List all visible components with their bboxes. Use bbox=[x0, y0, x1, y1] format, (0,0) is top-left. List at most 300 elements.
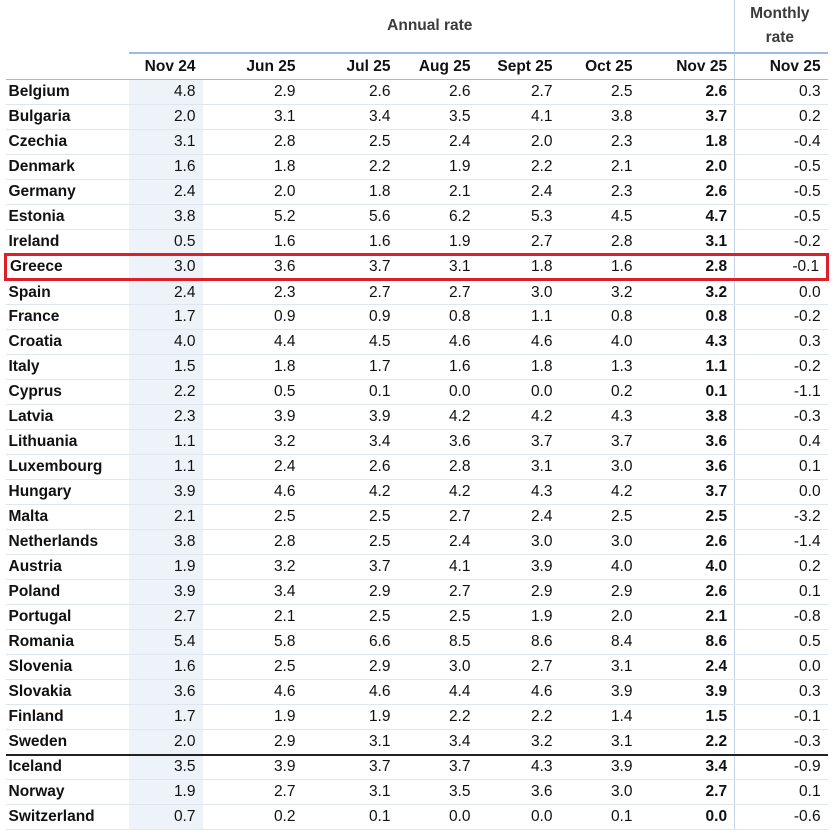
annual-rate-cell: 1.7 bbox=[303, 355, 398, 380]
country-name: Poland bbox=[6, 580, 129, 605]
annual-rate-cell: 3.0 bbox=[129, 255, 203, 280]
column-header-nov25-monthly: Nov 25 bbox=[735, 53, 828, 80]
annual-rate-cell: 1.1 bbox=[129, 455, 203, 480]
annual-rate-cell: 2.7 bbox=[478, 655, 560, 680]
annual-rate-cell: 4.2 bbox=[478, 405, 560, 430]
table-row bbox=[6, 455, 828, 480]
annual-rate-cell: 3.9 bbox=[129, 480, 203, 505]
annual-rate-cell: 4.3 bbox=[478, 755, 560, 780]
annual-rate-cell: 3.6 bbox=[478, 780, 560, 805]
table-row bbox=[6, 205, 828, 230]
annual-rate-cell: 4.3 bbox=[640, 330, 735, 355]
annual-rate-cell: 3.7 bbox=[478, 430, 560, 455]
annual-rate-cell: 3.4 bbox=[303, 105, 398, 130]
monthly-rate-cell: -0.1 bbox=[735, 705, 828, 730]
corner-cell bbox=[6, 0, 129, 53]
annual-rate-cell: 3.7 bbox=[303, 555, 398, 580]
annual-rate-cell: 4.6 bbox=[303, 680, 398, 705]
annual-rate-cell: 1.6 bbox=[398, 355, 478, 380]
annual-rate-cell: 6.6 bbox=[303, 630, 398, 655]
country-name: Spain bbox=[6, 280, 129, 305]
annual-rate-cell: 8.5 bbox=[398, 630, 478, 655]
annual-rate-cell: 3.5 bbox=[398, 105, 478, 130]
annual-rate-cell: 1.8 bbox=[203, 155, 303, 180]
country-name: Austria bbox=[6, 555, 129, 580]
annual-rate-cell: 3.9 bbox=[303, 405, 398, 430]
annual-rate-cell: 4.2 bbox=[560, 480, 640, 505]
country-name: Malta bbox=[6, 505, 129, 530]
annual-rate-cell: 2.9 bbox=[560, 580, 640, 605]
annual-rate-cell: 0.0 bbox=[478, 380, 560, 405]
country-name: Denmark bbox=[6, 155, 129, 180]
annual-rate-cell: 2.2 bbox=[398, 705, 478, 730]
monthly-rate-cell: 0.0 bbox=[735, 655, 828, 680]
annual-rate-cell: 1.9 bbox=[129, 780, 203, 805]
annual-rate-cell: 3.4 bbox=[640, 755, 735, 780]
annual-rate-cell: 2.2 bbox=[478, 705, 560, 730]
annual-rate-cell: 2.0 bbox=[560, 605, 640, 630]
annual-rate-cell: 2.0 bbox=[129, 105, 203, 130]
annual-rate-cell: 1.9 bbox=[129, 555, 203, 580]
annual-rate-cell: 2.9 bbox=[303, 655, 398, 680]
monthly-rate-cell: 0.3 bbox=[735, 680, 828, 705]
annual-rate-cell: 2.3 bbox=[129, 405, 203, 430]
monthly-rate-label-line2: rate bbox=[765, 29, 795, 46]
annual-rate-cell: 0.9 bbox=[203, 305, 303, 330]
annual-rate-cell: 1.6 bbox=[560, 255, 640, 280]
annual-rate-cell: 2.5 bbox=[203, 505, 303, 530]
annual-rate-header: Annual rate bbox=[129, 0, 735, 53]
country-name: Greece bbox=[6, 255, 129, 280]
annual-rate-cell: 5.2 bbox=[203, 205, 303, 230]
annual-rate-cell: 0.8 bbox=[640, 305, 735, 330]
annual-rate-cell: 2.3 bbox=[203, 280, 303, 305]
annual-rate-cell: 2.4 bbox=[203, 455, 303, 480]
monthly-rate-cell: -0.1 bbox=[735, 255, 828, 280]
annual-rate-cell: 2.4 bbox=[398, 530, 478, 555]
monthly-rate-cell: -0.3 bbox=[735, 405, 828, 430]
annual-rate-cell: 2.3 bbox=[560, 180, 640, 205]
annual-rate-cell: 2.5 bbox=[203, 655, 303, 680]
table-row bbox=[6, 80, 828, 105]
annual-rate-cell: 6.2 bbox=[398, 205, 478, 230]
annual-rate-cell: 3.8 bbox=[640, 405, 735, 430]
annual-rate-cell: 2.1 bbox=[129, 505, 203, 530]
annual-rate-cell: 2.7 bbox=[398, 580, 478, 605]
table-row bbox=[6, 530, 828, 555]
annual-rate-cell: 4.1 bbox=[478, 105, 560, 130]
monthly-rate-cell: -0.5 bbox=[735, 205, 828, 230]
monthly-rate-cell: -1.4 bbox=[735, 530, 828, 555]
annual-rate-cell: 1.8 bbox=[203, 355, 303, 380]
column-header-row bbox=[6, 53, 828, 80]
monthly-rate-label-line1: Monthly bbox=[750, 5, 810, 22]
annual-rate-cell: 4.4 bbox=[203, 330, 303, 355]
annual-rate-cell: 3.7 bbox=[398, 755, 478, 780]
annual-rate-cell: 3.7 bbox=[640, 105, 735, 130]
annual-rate-cell: 3.4 bbox=[303, 430, 398, 455]
annual-rate-cell: 3.1 bbox=[478, 455, 560, 480]
annual-rate-cell: 1.6 bbox=[129, 655, 203, 680]
annual-rate-cell: 2.4 bbox=[478, 180, 560, 205]
annual-rate-cell: 4.3 bbox=[478, 480, 560, 505]
annual-rate-cell: 3.9 bbox=[203, 405, 303, 430]
annual-rate-cell: 3.1 bbox=[303, 730, 398, 755]
annual-rate-cell: 1.7 bbox=[129, 705, 203, 730]
annual-rate-cell: 2.0 bbox=[640, 155, 735, 180]
annual-rate-cell: 3.1 bbox=[640, 230, 735, 255]
country-name: Slovakia bbox=[6, 680, 129, 705]
annual-rate-cell: 2.7 bbox=[203, 780, 303, 805]
annual-rate-cell: 4.6 bbox=[478, 680, 560, 705]
annual-rate-cell: 1.8 bbox=[303, 180, 398, 205]
annual-rate-cell: 2.1 bbox=[203, 605, 303, 630]
annual-rate-cell: 2.8 bbox=[398, 455, 478, 480]
monthly-rate-cell: 0.1 bbox=[735, 580, 828, 605]
annual-rate-cell: 2.2 bbox=[640, 730, 735, 755]
country-name: Portugal bbox=[6, 605, 129, 630]
annual-rate-cell: 2.5 bbox=[640, 505, 735, 530]
annual-rate-cell: 0.8 bbox=[398, 305, 478, 330]
country-name: Bulgaria bbox=[6, 105, 129, 130]
annual-rate-cell: 2.4 bbox=[478, 505, 560, 530]
annual-rate-cell: 2.9 bbox=[203, 80, 303, 105]
annual-rate-cell: 4.4 bbox=[398, 680, 478, 705]
table-row bbox=[6, 780, 828, 805]
annual-rate-cell: 8.6 bbox=[478, 630, 560, 655]
annual-rate-cell: 3.2 bbox=[203, 555, 303, 580]
annual-rate-cell: 4.8 bbox=[129, 80, 203, 105]
country-name: Ireland bbox=[6, 230, 129, 255]
monthly-rate-cell: 0.0 bbox=[735, 280, 828, 305]
table-row bbox=[6, 805, 828, 830]
monthly-rate-cell: 0.5 bbox=[735, 630, 828, 655]
annual-rate-cell: 4.1 bbox=[398, 555, 478, 580]
column-header-country bbox=[6, 53, 129, 80]
annual-rate-cell: 0.0 bbox=[398, 805, 478, 830]
annual-rate-cell: 1.9 bbox=[398, 155, 478, 180]
annual-rate-cell: 2.2 bbox=[129, 380, 203, 405]
annual-rate-cell: 3.6 bbox=[129, 680, 203, 705]
monthly-rate-cell: -1.1 bbox=[735, 380, 828, 405]
country-name: Germany bbox=[6, 180, 129, 205]
annual-rate-cell: 1.6 bbox=[203, 230, 303, 255]
annual-rate-cell: 3.9 bbox=[640, 680, 735, 705]
annual-rate-cell: 3.6 bbox=[398, 430, 478, 455]
annual-rate-cell: 0.1 bbox=[303, 380, 398, 405]
monthly-rate-cell: -0.2 bbox=[735, 230, 828, 255]
annual-rate-cell: 1.3 bbox=[560, 355, 640, 380]
annual-rate-cell: 3.1 bbox=[129, 130, 203, 155]
country-name: Lithuania bbox=[6, 430, 129, 455]
table-row bbox=[6, 305, 828, 330]
monthly-rate-cell: 0.4 bbox=[735, 430, 828, 455]
annual-rate-cell: 3.2 bbox=[560, 280, 640, 305]
annual-rate-cell: 2.5 bbox=[303, 530, 398, 555]
country-name: Iceland bbox=[6, 755, 129, 780]
annual-rate-cell: 3.5 bbox=[129, 755, 203, 780]
annual-rate-cell: 3.0 bbox=[398, 655, 478, 680]
table-row bbox=[6, 255, 828, 280]
table-body bbox=[6, 80, 828, 830]
country-name: Slovenia bbox=[6, 655, 129, 680]
annual-rate-cell: 4.6 bbox=[478, 330, 560, 355]
annual-rate-cell: 3.4 bbox=[203, 580, 303, 605]
country-name: Norway bbox=[6, 780, 129, 805]
column-header-aug25: Aug 25 bbox=[398, 53, 478, 80]
annual-rate-cell: 2.5 bbox=[303, 130, 398, 155]
monthly-rate-header bbox=[735, 0, 828, 53]
annual-rate-cell: 2.9 bbox=[303, 580, 398, 605]
annual-rate-cell: 2.4 bbox=[129, 280, 203, 305]
annual-rate-cell: 1.6 bbox=[303, 230, 398, 255]
annual-rate-cell: 0.2 bbox=[203, 805, 303, 830]
annual-rate-cell: 2.5 bbox=[303, 505, 398, 530]
annual-rate-cell: 1.1 bbox=[640, 355, 735, 380]
annual-rate-cell: 1.1 bbox=[129, 430, 203, 455]
monthly-rate-cell: 0.1 bbox=[735, 455, 828, 480]
annual-rate-cell: 0.5 bbox=[203, 380, 303, 405]
annual-rate-cell: 4.2 bbox=[303, 480, 398, 505]
annual-rate-cell: 3.1 bbox=[398, 255, 478, 280]
country-name: Cyprus bbox=[6, 380, 129, 405]
annual-rate-cell: 2.7 bbox=[478, 80, 560, 105]
annual-rate-cell: 3.0 bbox=[478, 280, 560, 305]
annual-rate-cell: 2.6 bbox=[303, 455, 398, 480]
annual-rate-cell: 2.0 bbox=[478, 130, 560, 155]
annual-rate-cell: 3.8 bbox=[560, 105, 640, 130]
annual-rate-cell: 2.2 bbox=[303, 155, 398, 180]
annual-rate-cell: 2.4 bbox=[129, 180, 203, 205]
annual-rate-cell: 1.4 bbox=[560, 705, 640, 730]
annual-rate-cell: 0.0 bbox=[640, 805, 735, 830]
monthly-rate-cell: -0.4 bbox=[735, 130, 828, 155]
annual-rate-cell: 0.9 bbox=[303, 305, 398, 330]
annual-rate-cell: 2.3 bbox=[560, 130, 640, 155]
annual-rate-cell: 4.5 bbox=[303, 330, 398, 355]
annual-rate-cell: 2.0 bbox=[203, 180, 303, 205]
country-name: Estonia bbox=[6, 205, 129, 230]
monthly-rate-cell: 0.2 bbox=[735, 555, 828, 580]
monthly-rate-cell: -3.2 bbox=[735, 505, 828, 530]
annual-rate-cell: 2.1 bbox=[640, 605, 735, 630]
annual-rate-cell: 3.9 bbox=[560, 680, 640, 705]
annual-rate-cell: 4.2 bbox=[398, 405, 478, 430]
annual-rate-cell: 1.6 bbox=[129, 155, 203, 180]
table-row bbox=[6, 280, 828, 305]
annual-rate-cell: 0.1 bbox=[560, 805, 640, 830]
table-row bbox=[6, 155, 828, 180]
annual-rate-cell: 1.8 bbox=[478, 355, 560, 380]
monthly-rate-cell: 0.3 bbox=[735, 80, 828, 105]
annual-rate-cell: 1.5 bbox=[129, 355, 203, 380]
annual-rate-cell: 2.7 bbox=[398, 280, 478, 305]
annual-rate-cell: 3.0 bbox=[560, 780, 640, 805]
annual-rate-cell: 3.1 bbox=[560, 730, 640, 755]
annual-rate-cell: 3.6 bbox=[640, 455, 735, 480]
annual-rate-cell: 3.1 bbox=[303, 780, 398, 805]
annual-rate-cell: 2.4 bbox=[640, 655, 735, 680]
annual-rate-cell: 4.0 bbox=[560, 330, 640, 355]
annual-rate-cell: 4.0 bbox=[560, 555, 640, 580]
annual-rate-cell: 3.1 bbox=[560, 655, 640, 680]
monthly-rate-cell: -0.9 bbox=[735, 755, 828, 780]
table-row bbox=[6, 130, 828, 155]
annual-rate-cell: 1.9 bbox=[398, 230, 478, 255]
country-name: Latvia bbox=[6, 405, 129, 430]
country-name: Finland bbox=[6, 705, 129, 730]
annual-rate-cell: 2.7 bbox=[129, 605, 203, 630]
annual-rate-cell: 0.0 bbox=[478, 805, 560, 830]
annual-rate-cell: 4.6 bbox=[398, 330, 478, 355]
country-name: France bbox=[6, 305, 129, 330]
annual-rate-cell: 1.9 bbox=[478, 605, 560, 630]
annual-rate-cell: 2.7 bbox=[303, 280, 398, 305]
column-header-sept25: Sept 25 bbox=[478, 53, 560, 80]
annual-rate-cell: 0.1 bbox=[640, 380, 735, 405]
annual-rate-cell: 2.9 bbox=[203, 730, 303, 755]
annual-rate-cell: 2.6 bbox=[640, 180, 735, 205]
header-group-row bbox=[6, 0, 828, 53]
annual-rate-cell: 2.8 bbox=[203, 530, 303, 555]
country-name: Romania bbox=[6, 630, 129, 655]
annual-rate-cell: 2.7 bbox=[478, 230, 560, 255]
annual-rate-cell: 2.5 bbox=[560, 505, 640, 530]
table-row bbox=[6, 580, 828, 605]
annual-rate-cell: 2.6 bbox=[640, 80, 735, 105]
annual-rate-cell: 0.8 bbox=[560, 305, 640, 330]
annual-rate-cell: 8.6 bbox=[640, 630, 735, 655]
annual-rate-cell: 2.6 bbox=[398, 80, 478, 105]
annual-rate-cell: 2.9 bbox=[478, 580, 560, 605]
column-header-nov24: Nov 24 bbox=[129, 53, 203, 80]
country-name: Switzerland bbox=[6, 805, 129, 830]
annual-rate-cell: 2.5 bbox=[303, 605, 398, 630]
annual-rate-cell: 2.8 bbox=[203, 130, 303, 155]
annual-rate-cell: 0.2 bbox=[560, 380, 640, 405]
country-name: Croatia bbox=[6, 330, 129, 355]
table-row bbox=[6, 105, 828, 130]
annual-rate-cell: 1.1 bbox=[478, 305, 560, 330]
annual-rate-cell: 2.1 bbox=[398, 180, 478, 205]
table-row bbox=[6, 755, 828, 780]
annual-rate-cell: 2.8 bbox=[640, 255, 735, 280]
annual-rate-cell: 3.8 bbox=[129, 205, 203, 230]
annual-rate-cell: 3.7 bbox=[640, 480, 735, 505]
table-row bbox=[6, 705, 828, 730]
monthly-rate-cell: 0.3 bbox=[735, 330, 828, 355]
column-header-nov25-annual: Nov 25 bbox=[640, 53, 735, 80]
annual-rate-cell: 2.8 bbox=[560, 230, 640, 255]
table-row bbox=[6, 730, 828, 755]
annual-rate-cell: 2.7 bbox=[640, 780, 735, 805]
annual-rate-cell: 4.5 bbox=[560, 205, 640, 230]
monthly-rate-cell: -0.2 bbox=[735, 305, 828, 330]
country-name: Czechia bbox=[6, 130, 129, 155]
country-name: Hungary bbox=[6, 480, 129, 505]
column-header-jul25: Jul 25 bbox=[303, 53, 398, 80]
annual-rate-cell: 1.9 bbox=[203, 705, 303, 730]
annual-rate-cell: 2.1 bbox=[560, 155, 640, 180]
annual-rate-cell: 1.7 bbox=[129, 305, 203, 330]
monthly-rate-cell: 0.2 bbox=[735, 105, 828, 130]
annual-rate-cell: 3.2 bbox=[203, 430, 303, 455]
annual-rate-cell: 2.7 bbox=[398, 505, 478, 530]
table-row bbox=[6, 655, 828, 680]
monthly-rate-cell: 0.1 bbox=[735, 780, 828, 805]
annual-rate-cell: 3.2 bbox=[640, 280, 735, 305]
table-row bbox=[6, 605, 828, 630]
table-row bbox=[6, 330, 828, 355]
annual-rate-cell: 0.7 bbox=[129, 805, 203, 830]
annual-rate-cell: 3.9 bbox=[129, 580, 203, 605]
column-header-oct25: Oct 25 bbox=[560, 53, 640, 80]
monthly-rate-cell: -0.5 bbox=[735, 180, 828, 205]
monthly-rate-cell: -0.8 bbox=[735, 605, 828, 630]
annual-rate-cell: 4.0 bbox=[129, 330, 203, 355]
annual-rate-cell: 2.4 bbox=[398, 130, 478, 155]
annual-rate-cell: 3.9 bbox=[560, 755, 640, 780]
annual-rate-cell: 3.1 bbox=[203, 105, 303, 130]
annual-rate-cell: 8.4 bbox=[560, 630, 640, 655]
annual-rate-cell: 3.7 bbox=[303, 255, 398, 280]
annual-rate-cell: 5.8 bbox=[203, 630, 303, 655]
annual-rate-cell: 5.4 bbox=[129, 630, 203, 655]
annual-rate-cell: 2.6 bbox=[640, 530, 735, 555]
monthly-rate-cell: -0.6 bbox=[735, 805, 828, 830]
annual-rate-cell: 4.7 bbox=[640, 205, 735, 230]
annual-rate-cell: 3.0 bbox=[478, 530, 560, 555]
annual-rate-cell: 4.6 bbox=[203, 480, 303, 505]
annual-rate-cell: 3.9 bbox=[478, 555, 560, 580]
annual-rate-cell: 2.0 bbox=[129, 730, 203, 755]
inflation-rates-table bbox=[4, 0, 829, 830]
table-row bbox=[6, 405, 828, 430]
annual-rate-cell: 2.5 bbox=[560, 80, 640, 105]
table-row bbox=[6, 230, 828, 255]
annual-rate-cell: 2.2 bbox=[478, 155, 560, 180]
table-row bbox=[6, 505, 828, 530]
table-row bbox=[6, 380, 828, 405]
annual-rate-cell: 3.7 bbox=[560, 430, 640, 455]
monthly-rate-cell: -0.2 bbox=[735, 355, 828, 380]
annual-rate-cell: 4.2 bbox=[398, 480, 478, 505]
annual-rate-cell: 3.5 bbox=[398, 780, 478, 805]
annual-rate-cell: 0.0 bbox=[398, 380, 478, 405]
table-row bbox=[6, 180, 828, 205]
monthly-rate-cell: -0.5 bbox=[735, 155, 828, 180]
monthly-rate-cell: -0.3 bbox=[735, 730, 828, 755]
column-header-jun25: Jun 25 bbox=[203, 53, 303, 80]
annual-rate-cell: 1.5 bbox=[640, 705, 735, 730]
annual-rate-cell: 3.6 bbox=[203, 255, 303, 280]
country-name: Belgium bbox=[6, 80, 129, 105]
table-row bbox=[6, 680, 828, 705]
country-name: Luxembourg bbox=[6, 455, 129, 480]
monthly-rate-cell: 0.0 bbox=[735, 480, 828, 505]
annual-rate-cell: 3.0 bbox=[560, 455, 640, 480]
country-name: Italy bbox=[6, 355, 129, 380]
annual-rate-cell: 3.8 bbox=[129, 530, 203, 555]
table-row bbox=[6, 630, 828, 655]
annual-rate-cell: 4.0 bbox=[640, 555, 735, 580]
annual-rate-cell: 1.8 bbox=[478, 255, 560, 280]
table-row bbox=[6, 355, 828, 380]
annual-rate-cell: 1.8 bbox=[640, 130, 735, 155]
annual-rate-cell: 4.6 bbox=[203, 680, 303, 705]
table-row bbox=[6, 480, 828, 505]
table-row bbox=[6, 430, 828, 455]
